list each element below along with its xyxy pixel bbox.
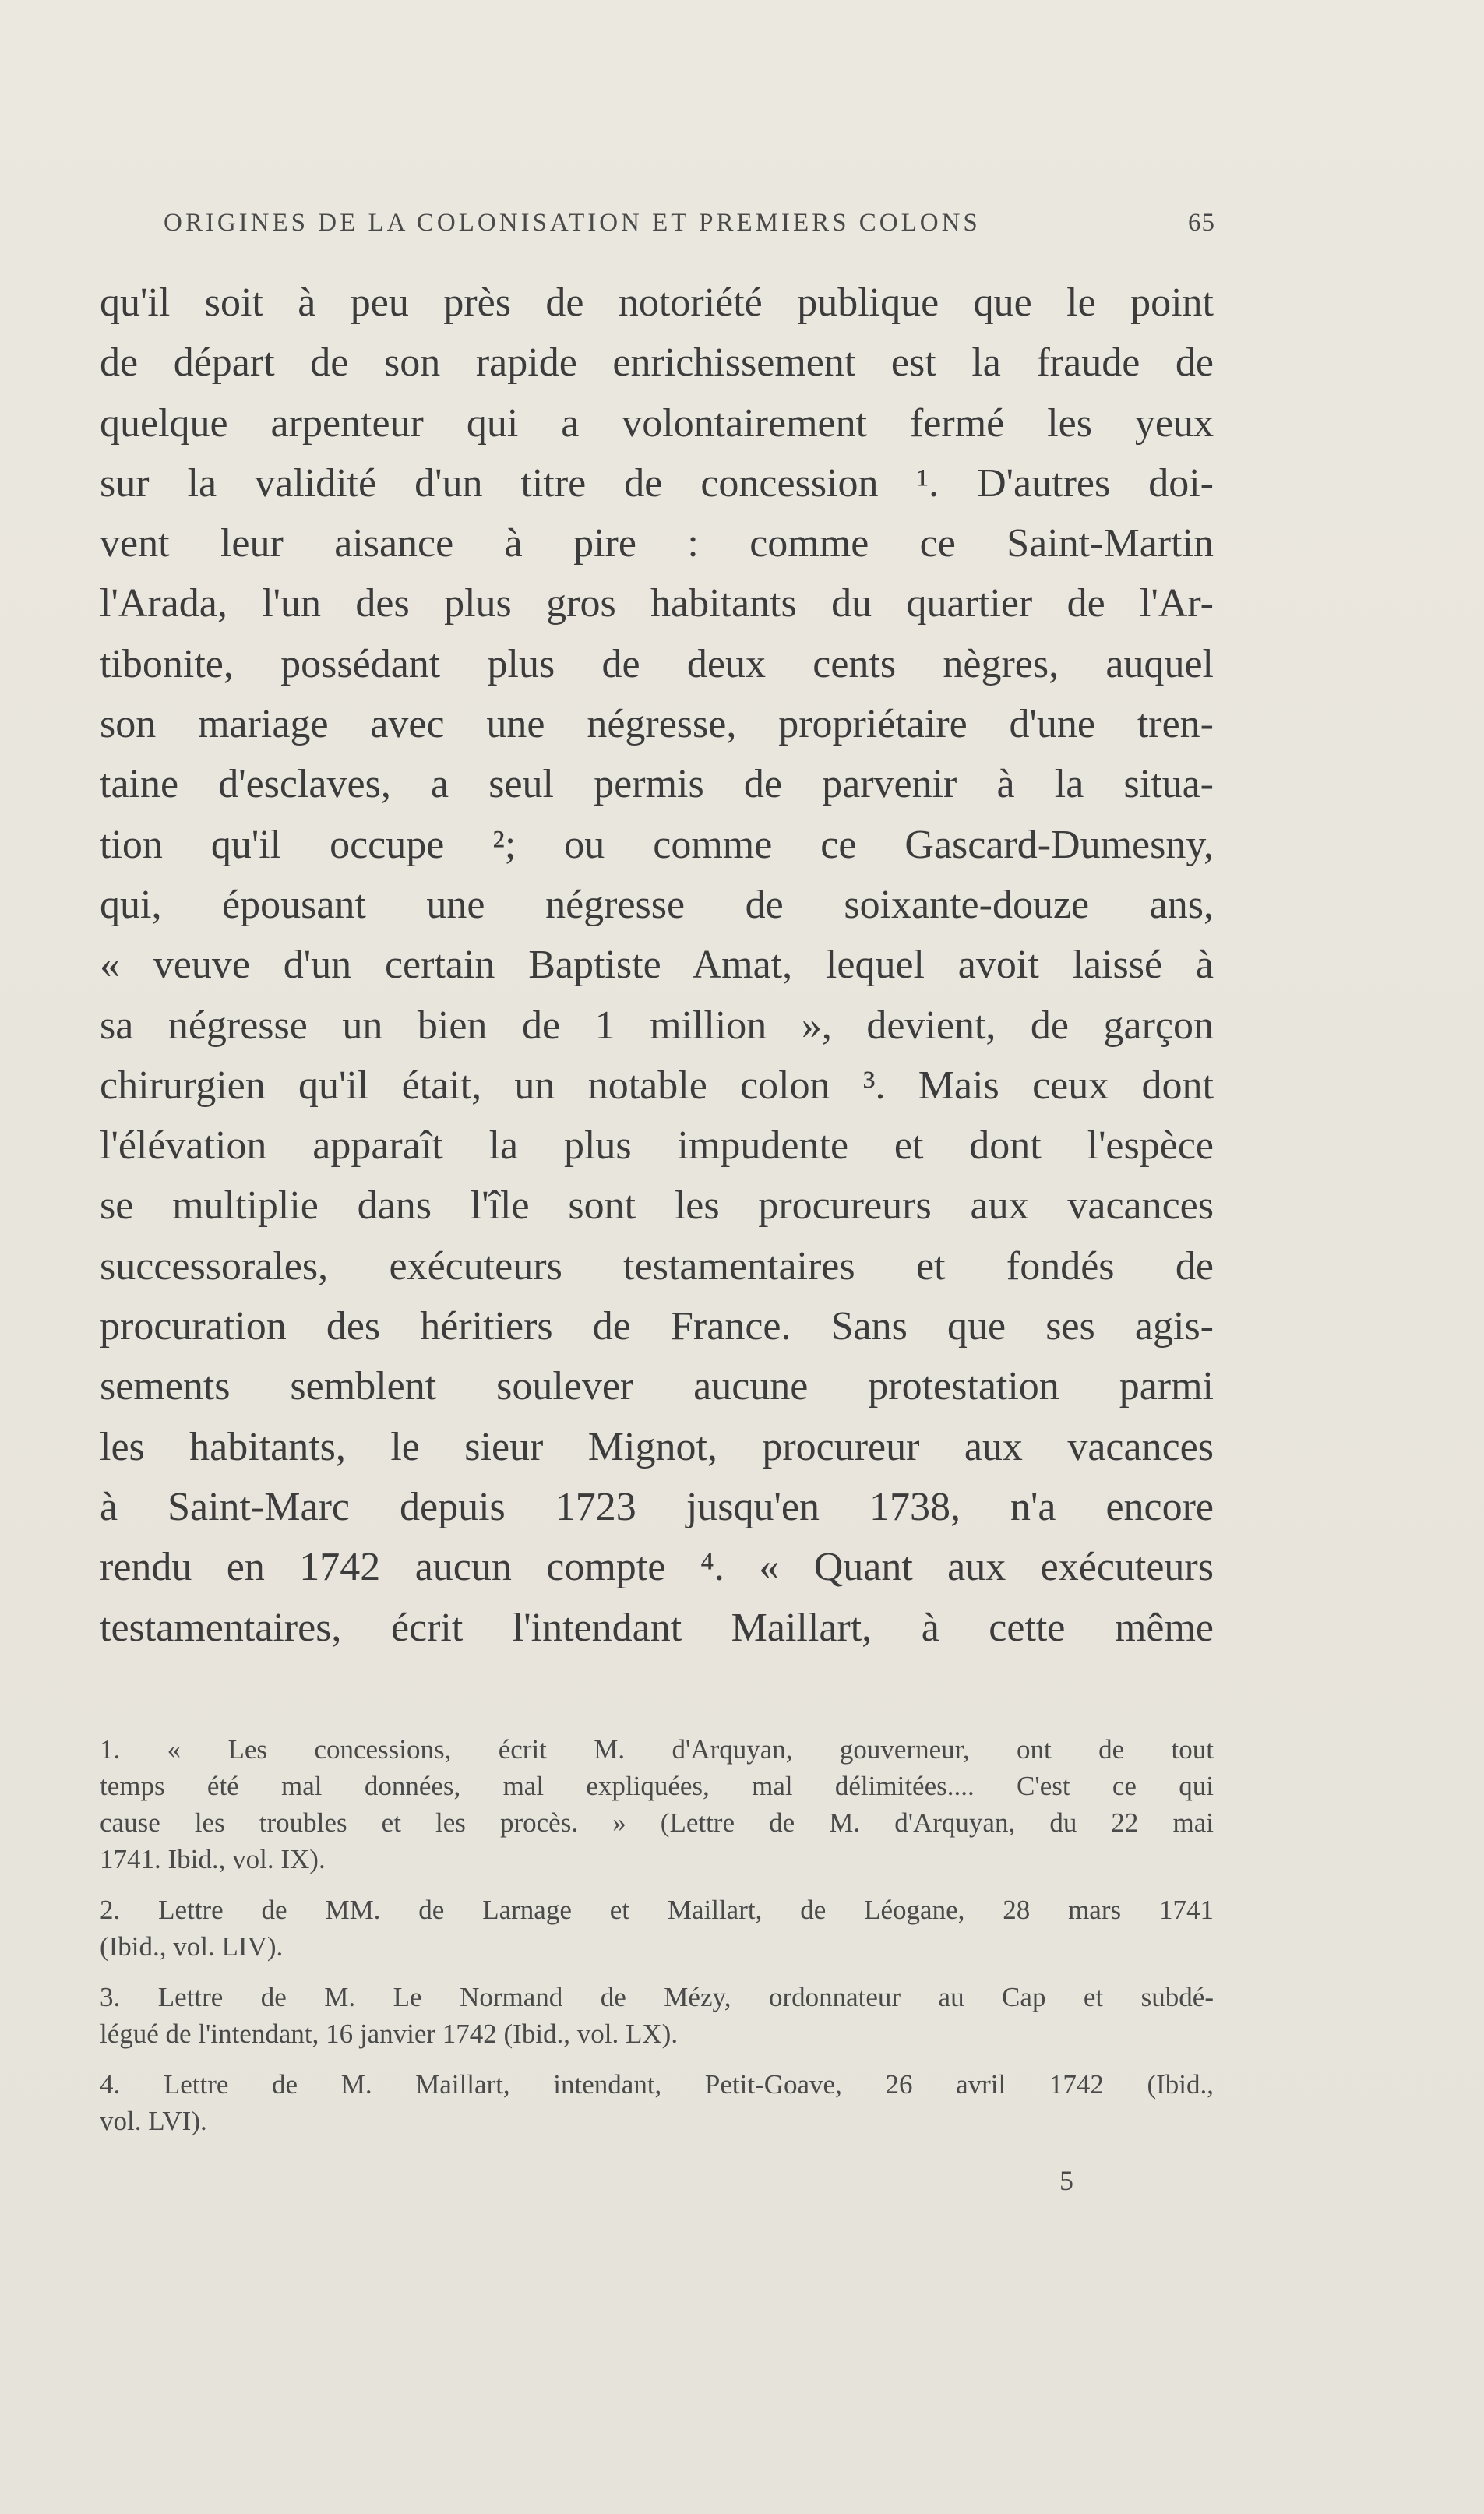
footnote-1 — [100, 1731, 1214, 1878]
footnote-line: 1. « Les concessions, écrit M. d'Arquyan, gouverneur, ont de tout — [100, 1734, 1214, 1765]
text-line: les habitants, le sieur Mignot, procureur aux vacances — [100, 1424, 1214, 1469]
text-line: se multiplie dans l'île sont les procureurs aux vacances — [100, 1183, 1214, 1229]
text-line: sements semblent soulever aucune protestation parmi — [100, 1364, 1214, 1409]
footnote-line: 3. Lettre de M. Le Normand de Mézy, ordonnateur au Cap et subdé- — [100, 1982, 1214, 2012]
footnote-line: cause les troubles et les procès. » (Lettre de M. d'Arquyan, du 22 mai — [100, 1807, 1214, 1838]
text-line: qui, épousant une négresse de soixante-douze ans, — [100, 882, 1214, 927]
text-line: procuration des héritiers de France. Sans que ses agis- — [100, 1304, 1214, 1349]
main-text — [100, 273, 1214, 1658]
footnote-line: 2. Lettre de MM. de Larnage et Maillart, de Léogane, 28 mars 1741 — [100, 1895, 1214, 1925]
text-line: tion qu'il occupe ²; ou comme ce Gascard-Dumesny, — [100, 822, 1214, 867]
footnote-line: (Ibid., vol. LIV). — [100, 1931, 284, 1962]
text-line: quelque arpenteur qui a volontairement fermé les yeux — [100, 400, 1214, 446]
signature-mark: 5 — [1059, 2165, 1073, 2196]
text-line: vent leur aisance à pire : comme ce Saint-Martin — [100, 521, 1214, 566]
footnote-4 — [100, 2066, 1214, 2139]
running-title: ORIGINES DE LA COLONISATION ET PREMIERS COLONS — [164, 209, 981, 237]
running-head — [164, 209, 1215, 248]
footnote-line: vol. LVI). — [100, 2106, 207, 2136]
text-line: « veuve d'un certain Baptiste Amat, lequel avoit laissé à — [100, 943, 1214, 988]
text-line: son mariage avec une négresse, propriétaire d'une tren- — [100, 702, 1214, 747]
text-line: sa négresse un bien de 1 million », devient, de garçon — [100, 1003, 1214, 1048]
footnote-line: 4. Lettre de M. Maillart, intendant, Petit-Goave, 26 avril 1742 (Ibid., — [100, 2069, 1214, 2100]
text-line: testamentaires, écrit l'intendant Maillart, à cette même — [100, 1605, 1214, 1650]
page-number: 65 — [1188, 209, 1215, 237]
footnote-2 — [100, 1892, 1214, 1965]
text-line: qu'il soit à peu près de notoriété publique que le point — [100, 280, 1214, 325]
footnote-line: légué de l'intendant, 16 janvier 1742 (Ibid., vol. LX). — [100, 2019, 679, 2049]
text-line: taine d'esclaves, a seul permis de parvenir à la situa- — [100, 762, 1214, 807]
text-line: rendu en 1742 aucun compte ⁴. « Quant aux exécuteurs — [100, 1545, 1214, 1590]
footnotes — [100, 1731, 1214, 2139]
text-line: tibonite, possédant plus de deux cents nègres, auquel — [100, 641, 1214, 686]
text-line: l'Arada, l'un des plus gros habitants du quartier de l'Ar- — [100, 581, 1214, 626]
footnote-3 — [100, 1979, 1214, 2052]
footnote-line: temps été mal données, mal expliquées, mal délimitées.... C'est ce qui — [100, 1771, 1214, 1801]
text-line: sur la validité d'un titre de concession ¹. D'autres doi- — [100, 460, 1214, 506]
text-line: à Saint-Marc depuis 1723 jusqu'en 1738, n'a encore — [100, 1484, 1214, 1529]
footnote-line: 1741. Ibid., vol. IX). — [100, 1844, 326, 1874]
text-line: de départ de son rapide enrichissement est la fraude de — [100, 340, 1214, 386]
text-line: chirurgien qu'il était, un notable colon ³. Mais ceux dont — [100, 1063, 1214, 1108]
text-line: successorales, exécuteurs testamentaires et fondés de — [100, 1243, 1214, 1289]
text-line: l'élévation apparaît la plus impudente et dont l'espèce — [100, 1123, 1214, 1169]
